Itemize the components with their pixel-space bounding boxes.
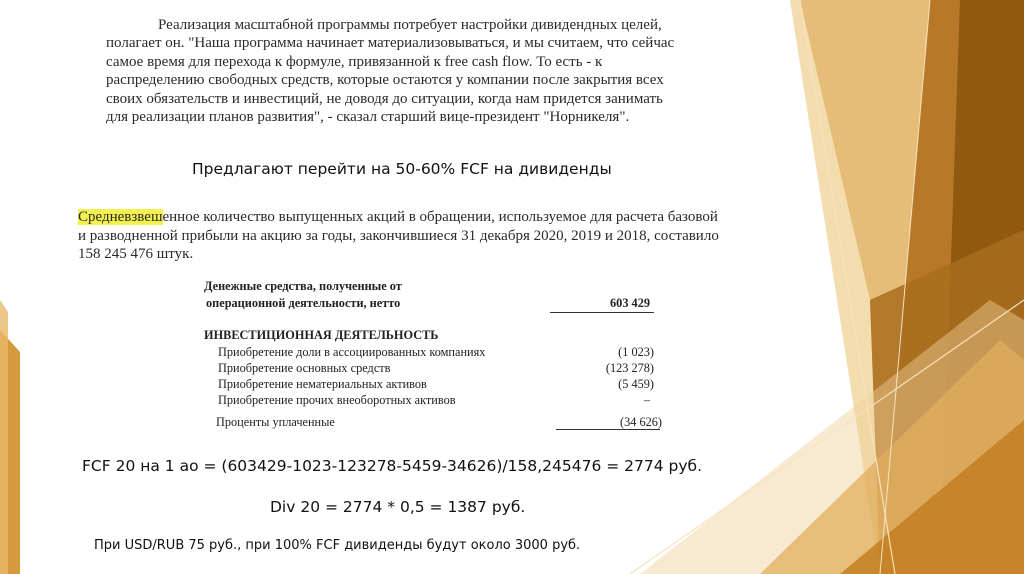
- para-line-3: 158 245 476 штук.: [78, 246, 194, 263]
- interest-value: (34 626): [619, 415, 662, 429]
- table-row-label: Приобретение доли в ассоциированных компаниях: [218, 345, 486, 359]
- table-row-value: (5 459): [618, 377, 654, 391]
- table-row-value: –: [643, 393, 650, 407]
- interest-underline: [556, 429, 660, 430]
- investing-header: ИНВЕСТИЦИОННАЯ ДЕЯТЕЛЬНОСТЬ: [204, 328, 439, 342]
- quote-line: распределению свободных средств, которые остаются у компании после закрытия всех: [106, 72, 664, 89]
- highlighted-text: Средневзвеш: [78, 209, 163, 225]
- quote-line: Реализация масштабной программы потребует настройки дивидендных целей,: [158, 17, 662, 33]
- cfo-underline: [550, 312, 654, 313]
- dividend-formula: Div 20 = 2774 * 0,5 = 1387 руб.: [270, 498, 526, 516]
- left-accent-shape-light: [0, 300, 8, 574]
- table-row-value: (1 023): [618, 345, 654, 359]
- quote-line: самое время для перехода к формуле, привязанной к free cash flow. То есть - к: [106, 53, 603, 70]
- table-row-value: (123 278): [605, 361, 654, 375]
- section-heading: Предлагают перейти на 50-60% FCF на дивиденды: [192, 160, 612, 178]
- para-line-1: [78, 208, 738, 227]
- cfo-label-1: Денежные средства, полученные от: [204, 279, 402, 293]
- cfo-label-2: операционной деятельности, нетто: [206, 296, 401, 310]
- quote-line: для реализации планов развития", - сказал старший вице-президент "Норникеля".: [106, 109, 630, 126]
- table-row-label: Приобретение прочих внеоборотных активов: [218, 393, 456, 407]
- quote-line: полагает он. "Наша программа начинает материализовываться, и мы считаем, что сейчас: [106, 35, 675, 52]
- table-row-label: Приобретение основных средств: [218, 361, 391, 375]
- para-line-1-rest: енное количество выпущенных акций в обращении, используемое для расчета базовой: [162, 209, 718, 225]
- cfo-value: 603 429: [610, 296, 650, 310]
- quote-block: [106, 16, 746, 126]
- shares-paragraph: [78, 208, 738, 264]
- interest-label: Проценты уплаченные: [216, 415, 335, 429]
- para-line-2: и разводненной прибыли на акцию за годы, закончившиеся 31 декабря 2020, 2019 и 2018, составило: [78, 227, 719, 244]
- dividend-note: При USD/RUB 75 руб., при 100% FCF дивиденды будут около 3000 руб.: [94, 538, 581, 553]
- quote-line: своих обязательств и инвестиций, не доводя до ситуации, когда нам придется занимать: [106, 90, 663, 107]
- fcf-formula: FCF 20 на 1 ао = (603429-1023-123278-5459-34626)/158,245476 = 2774 руб.: [82, 457, 703, 475]
- table-row-label: Приобретение нематериальных активов: [218, 377, 427, 391]
